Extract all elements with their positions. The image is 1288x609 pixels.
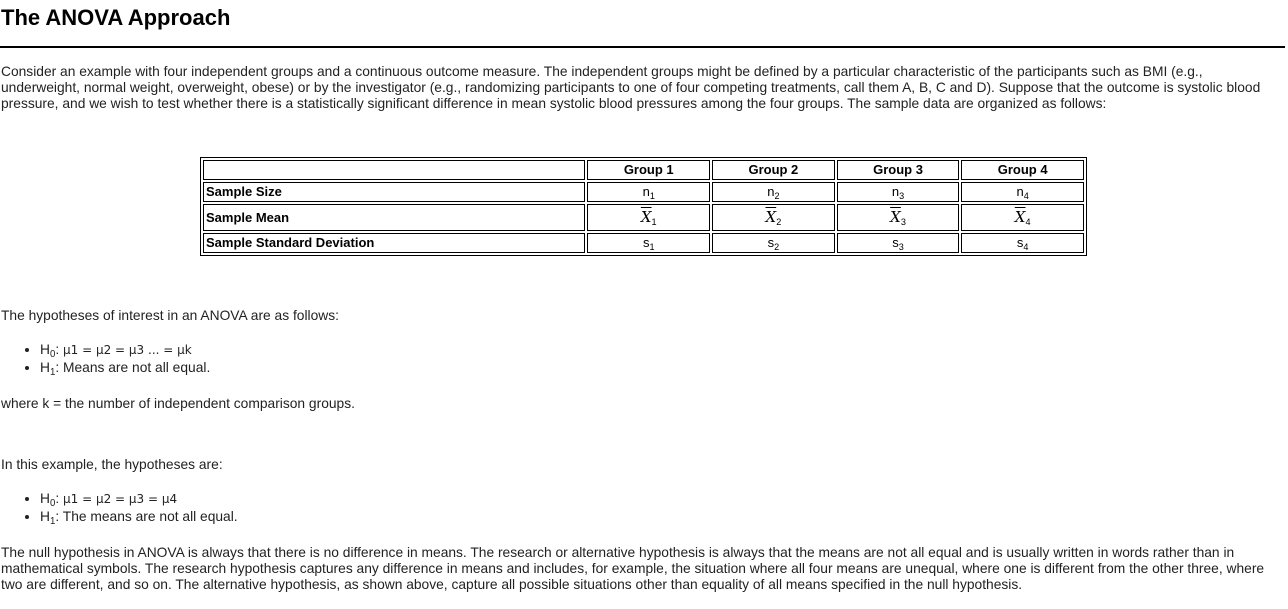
list-item-h1: • $H_1$: The means are not all equal. bbox=[40, 508, 238, 526]
list-item-h0: • $H_0$: μ1 = μ2 = μ3 ... = μk bbox=[40, 341, 210, 359]
table-header-row bbox=[203, 160, 1084, 180]
list-item-h0: • $H_0$: μ1 = μ2 = μ3 = μ4 bbox=[40, 490, 238, 508]
h0-general-expression: μ1 = μ2 = μ3 ... = μk bbox=[63, 343, 192, 357]
table-row-sample-mean bbox=[203, 204, 1084, 231]
cell-n4: $n_4$ bbox=[961, 182, 1084, 202]
table-row-sample-sd bbox=[203, 233, 1084, 253]
header-group-4: Group 4 bbox=[961, 160, 1084, 180]
null-hypothesis-paragraph: The null hypothesis in ANOVA is always that there is no difference in means. The research or alternative hypothesis is always that the means are not all equal and is usually written in words rather than in mathematical symbols. The research hypothesis captures any difference in means and includes, for example, the situation where all four means are unequal, where one is different from the other three, where two are different, and so on. The alternative hypothesis, as shown above, capture all possible situations other than equality of all means specified in the null hypothesis. bbox=[1, 545, 1265, 592]
row-label-sample-mean: Sample Mean bbox=[203, 204, 585, 231]
header-group-1: Group 1 bbox=[587, 160, 710, 180]
cell-s3: $s_3$ bbox=[837, 233, 960, 253]
cell-xbar3: $\overline{X}_3$ bbox=[837, 204, 960, 231]
cell-xbar2: $\overline{X}_2$ bbox=[712, 204, 835, 231]
cell-s4: $s_4$ bbox=[961, 233, 1084, 253]
cell-n2: $n_2$ bbox=[712, 182, 835, 202]
header-group-3: Group 3 bbox=[837, 160, 960, 180]
h1-general-text: Means are not all equal. bbox=[63, 360, 211, 375]
example-hypotheses-list bbox=[0, 490, 238, 526]
title-divider bbox=[0, 46, 1285, 48]
page-title: The ANOVA Approach bbox=[1, 5, 231, 30]
example-intro: In this example, the hypotheses are: bbox=[1, 457, 223, 472]
cell-xbar1: $\overline{X}_1$ bbox=[587, 204, 710, 231]
cell-s1: $s_1$ bbox=[587, 233, 710, 253]
cell-n1: $n_1$ bbox=[587, 182, 710, 202]
h1-example-text: The means are not all equal. bbox=[62, 509, 238, 524]
row-label-sample-sd: Sample Standard Deviation bbox=[203, 233, 585, 253]
row-label-sample-size: Sample Size bbox=[203, 182, 585, 202]
table-corner-cell bbox=[203, 160, 585, 180]
cell-s2: $s_2$ bbox=[712, 233, 835, 253]
table-row-sample-size bbox=[203, 182, 1084, 202]
general-hypotheses-list bbox=[0, 341, 210, 377]
h0-example-expression: μ1 = μ2 = μ3 = μ4 bbox=[63, 492, 178, 506]
cell-xbar4: $\overline{X}_4$ bbox=[961, 204, 1084, 231]
list-item-h1: • $H_1$: Means are not all equal. bbox=[40, 359, 210, 377]
sample-data-table bbox=[200, 157, 1087, 256]
header-group-2: Group 2 bbox=[712, 160, 835, 180]
where-k-definition: where k = the number of independent comparison groups. bbox=[1, 396, 355, 411]
intro-paragraph: Consider an example with four independent groups and a continuous outcome measure. The independent groups might be defined by a particular characteristic of the participants such as BMI (e.g., underweight, normal weight, overweight, obese) or by the investigator (e.g., randomizing participants to one of four competing treatments, call them A, B, C and D). Suppose that the outcome is systolic blood pressure, and we wish to test whether there is a statistically significant difference in mean systolic blood pressures among the four groups. The sample data are organized as follows: bbox=[1, 64, 1261, 111]
cell-n3: $n_3$ bbox=[837, 182, 960, 202]
hypotheses-intro: The hypotheses of interest in an ANOVA are as follows: bbox=[1, 308, 339, 323]
